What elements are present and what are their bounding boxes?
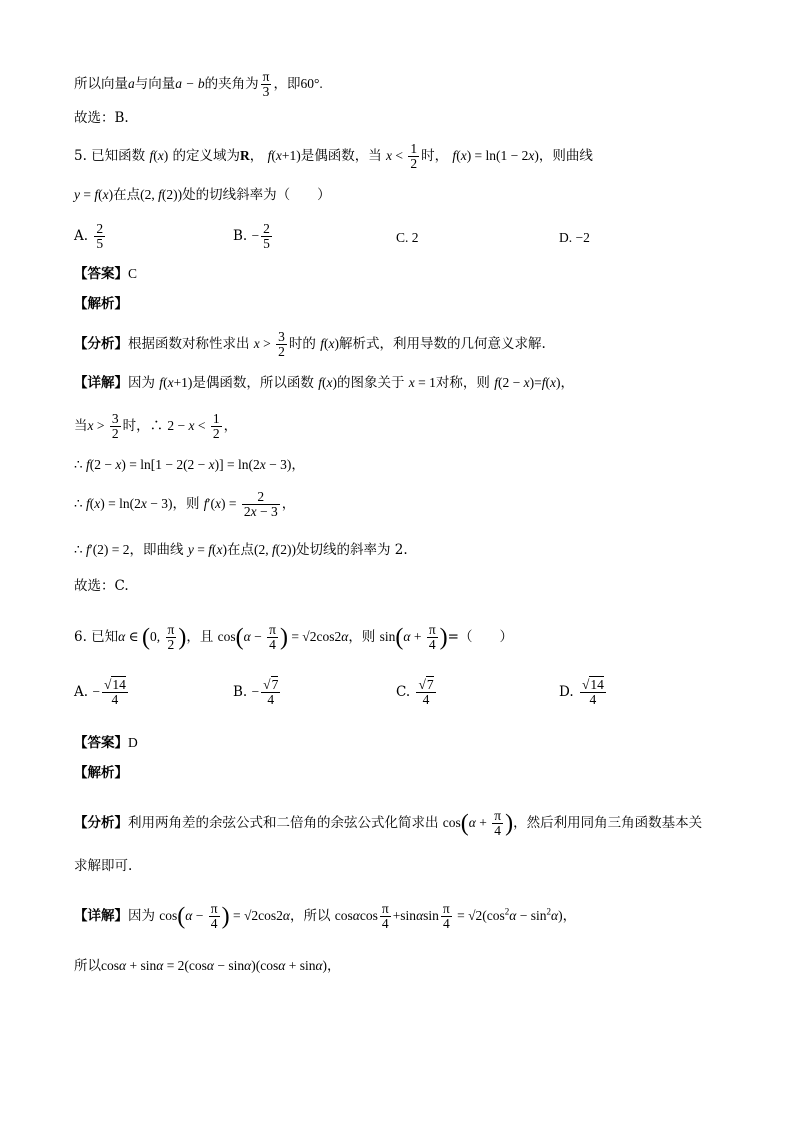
q5-analysis: 【分析】根据函数对称性求出 x > $\frac{3}{2}$ 时的 f(x)解析式，利用导数的几何意义求解. (74, 329, 546, 360)
q5-detail-line1: 【详解】因为 f(x+1)是偶函数，所以函数 f(x)的图象关于 x = 1对称，则 f(2 − x)=f(x)， (74, 375, 574, 391)
q6-analysis-line1: 【分析】利用两角差的余弦公式和二倍角的余弦公式化简求出 cos(α + $\frac{\pi}{4}$ )，然后利用同角三角函数基本关 (74, 808, 703, 839)
vector-a-minus-b: a − b (175, 76, 205, 92)
line-choice-b: 故选：B. (74, 110, 129, 126)
question-5-line1: 5. 已知函数 f(x) 的定义域为R， f(x+1)是偶函数，当 x < $\frac{1}{2}$ 时， f(x) = ln(1 − 2x)，则曲线 (74, 141, 593, 172)
q5-detail-line3: ∴ f(2 − x) = ln[1 − 2(2 − x)] = ln(2x − 3)， (74, 457, 305, 473)
q5-detail-line5: ∴ f′(2) = 2，即曲线 y = f(x)在点(2, f(2))处切线的斜率为 2. (74, 542, 408, 558)
vector-a: a (128, 76, 135, 92)
q5-selection: 故选：C. (74, 578, 129, 594)
question-6: 6. 已知α ∈ (0, $\frac{\pi}{2}$ )，且 cos(α − $\frac{\pi}{4}$ ) = √2cos2α，则 sin(α + $\frac{\pi}{4}$ )=（ ） (74, 622, 513, 653)
q6-analysis-line2: 求解即可. (74, 858, 133, 874)
q6-answer: 【答案】D (74, 735, 138, 751)
q5-option-a: A. $\frac{2}{5}$ (74, 221, 104, 252)
q6-option-b: B. − $\frac{√7}{4}$ (233, 677, 279, 708)
q6-option-d: D. $\frac{√14}{4}$ (559, 677, 604, 708)
q5-detail-line4: ∴ f(x) = ln(2x − 3)，则 f′(x) = $\frac{2}{2x - 3}$ ， (74, 489, 296, 520)
q5-detail-line2: 当x > $\frac{3}{2}$ 时，∴ 2 − x < $\frac{1}{2}$ ， (74, 411, 238, 442)
q6-option-c: C. $\frac{√7}{4}$ (396, 677, 434, 708)
q6-option-a: A. − $\frac{√14}{4}$ (74, 677, 126, 708)
question-5-line2: y = f(x)在点(2, f(2))处的切线斜率为（ ） (74, 187, 331, 203)
fraction-pi-3: $\frac{\pi}{3}$ (262, 69, 270, 100)
q5-answer: 【答案】C (74, 266, 138, 282)
q6-detail-line1: 【详解】因为 cos(α − $\frac{\pi}{4}$ ) = √2cos2α，所以 cosαcos $\frac{\pi}{4}$ +sinαsin $\frac{\pi}{4}$ = $√2(\cos^2\alpha - \sin^2\alpha)$， (74, 901, 577, 932)
line-vector-angle: 所以向量a与向量a − b的夹角为 $\frac{\pi}{3}$ ，即60°. (74, 69, 323, 100)
q5-jiexi: 【解析】 (74, 296, 128, 312)
q6-detail-line2: 所以cosα + sinα = 2(cosα − sinα)(cosα + sinα)， (74, 958, 341, 974)
q5-option-c: C. 2 (396, 230, 419, 245)
q5-option-d: D. −2 (559, 230, 590, 245)
q5-option-b: B. − $\frac{2}{5}$ (233, 221, 270, 252)
q6-jiexi: 【解析】 (74, 765, 128, 781)
